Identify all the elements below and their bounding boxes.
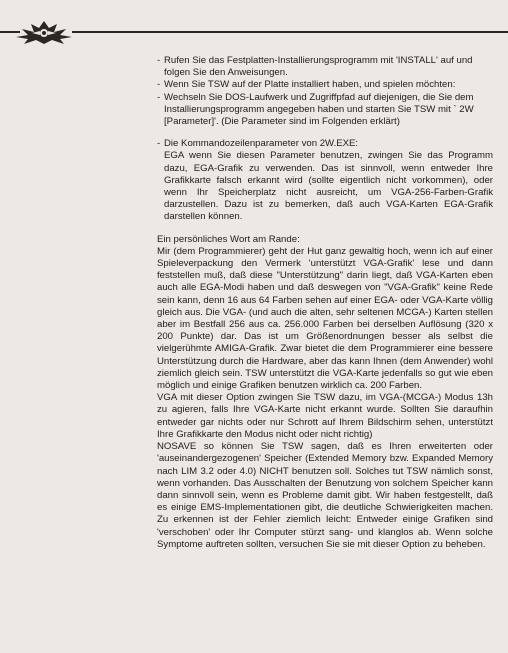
- ega-param-desc: EGA wenn Sie diesen Parameter benutzen, zwingen Sie das Programm dazu, EGA-Grafik zu verwenden. Das ist sinnvoll, wenn entweder Ihre Grafikkarte falsch erkannt wird (sollte eigentlich nicht vorkommen), oder wenn Ihr Speicherplatz nicht ausreicht, um VGA-256-Farben-Grafik darzustellen. Dazu ist zu bemerken, daß auch VGA-Karten EGA-Grafik darstellen können.: [164, 150, 493, 223]
- install-step-text: Wechseln Sie DOS-Laufwerk und Zugriffpfad auf diejenigen, die Sie dem Installierungsprogramm angegeben haben und starten Sie TSW mit ` 2W [Parameter]'. (Die Parameter sind im Folgenden erklärt): [164, 91, 474, 128]
- nosave-param-desc: NOSAVE so können Sie TSW sagen, daß es Ihren erweiterten oder 'auseinandergezogenen' Speicher (Extended Memory bzw. Expanded Memory nach LIM 3.2 oder 4.0) NICHT benutzen soll. Solches tut TSW nämlich sonst, wenn vorhanden. Das Ausschalten der Benutzung von solchem Speicher kann dann sinnvoll sein, wenn es Probleme damit gibt. Wir haben festgestellt, daß es einige EMS-Implementationen gibt, die deutliche Schwierigkeiten machen. Zu erkennen ist der Fehler ziemlich leicht: Entweder einige Grafiken sind 'verschoben' oder Ihr Computer stürzt sang- und klanglos ab. Wenn solche Symptome auftreten sollten, versuchen Sie sie mit dieser Option zu beheben.: [157, 441, 493, 550]
- vga-param-desc: VGA mit dieser Option zwingen Sie TSW dazu, im VGA-(MCGA-) Modus 13h zu agieren, falls Ihre VGA-Karte nicht erkannt wurde. Sollten Sie daraufhin entweder gar nichts oder nur Schrott auf Ihrem Bildschirm sehen, unterstützt Ihre Grafikkarte den Modus nicht oder nicht richtig): [157, 392, 493, 440]
- install-step: [157, 92, 493, 129]
- bullet-dash: -: [157, 55, 161, 66]
- bullet-dash: -: [157, 91, 161, 103]
- personal-word-paragraph: Mir (dem Programmierer) geht der Hut ganz gewaltig hoch, wenn ich auf einer Spieleverpackung den Vermerk 'unterstützt VGA-Grafik' lese und dann feststellen muß, daß diese "Unterstützung" darin liegt, daß VGA-Karten eben auch alle EGA-Modi haben und daß deswegen von "VGA-Grafik" keine Rede sein kann, denn 16 aus 64 Farben sehen auf einer EGA- oder VGA-Karte völlig gleich aus. Die VGA- (und auch die alten, sehr seltenen MCGA-) Karten stellen aber im Bestfall 256 aus ca. 256.000 Farben bei derselben Auflösung (320 x 200 Punkte) dar. Das ist um Größenordnungen besser als selbst die vielgerühmte AMIGA-Grafik. Zwar bietet die dem Programmierer eine bessere Unterstützung durch die Hardware, aber das kann Ihnen (dem Anwender) wohl ziemlich gleich sein. TSW unterstützt die VGA-Karte jedenfalls so gut wie eben möglich und einige Grafiken benutzen wirklich ca. 200 Farben.: [157, 245, 493, 392]
- install-step: [157, 55, 493, 79]
- cmdline-title-text: Die Kommandozeilenparameter von 2W.EXE:: [164, 138, 359, 150]
- install-step: [157, 79, 493, 91]
- ornament-emblem: [10, 18, 78, 46]
- install-step-text: Wenn Sie TSW auf der Platte installiert haben, und spielen möchten:: [164, 79, 456, 91]
- install-steps: [157, 55, 493, 128]
- bullet-dash: -: [157, 79, 161, 91]
- install-step-text: Rufen Sie das Festplatten-Installierungsprogramm mit 'INSTALL' auf und folgen Sie den Anweisungen.: [164, 55, 473, 79]
- personal-word-title: Ein persönliches Wort am Rande:: [157, 233, 300, 245]
- bullet-dash: -: [157, 138, 161, 150]
- cmdline-section: [157, 138, 493, 223]
- cmdline-title: [157, 138, 493, 150]
- manual-text: [157, 55, 493, 551]
- personal-word-section: [157, 234, 493, 551]
